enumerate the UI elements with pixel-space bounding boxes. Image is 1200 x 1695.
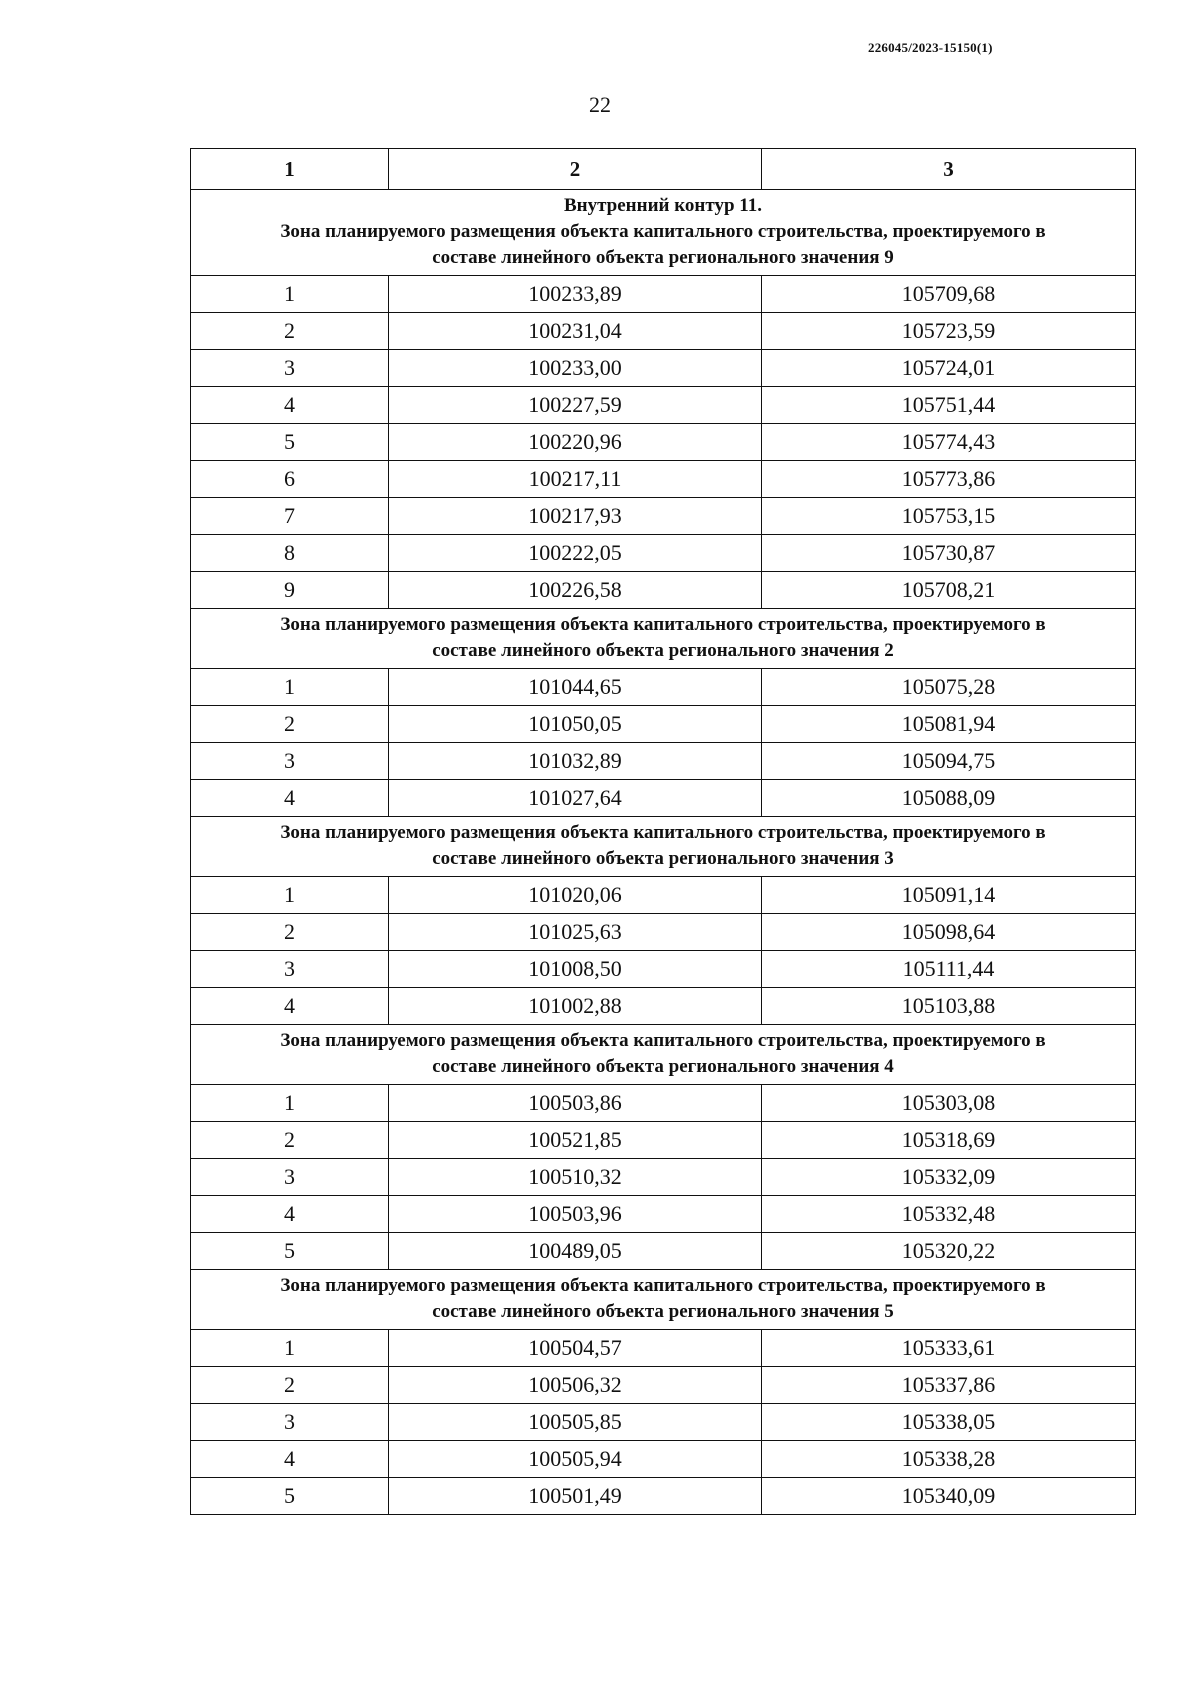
coordinates-table <box>190 148 1136 1515</box>
table-row <box>191 1478 1136 1515</box>
column-header-y: 3 <box>762 149 1136 190</box>
point-number-cell: 2 <box>191 1367 389 1404</box>
table-row <box>191 1122 1136 1159</box>
page-number: 22 <box>589 92 611 117</box>
coordinate-x-cell: 101002,88 <box>389 988 762 1025</box>
coordinate-x-cell: 100505,85 <box>389 1404 762 1441</box>
point-number-cell: 7 <box>191 498 389 535</box>
coordinate-x-cell: 101020,06 <box>389 877 762 914</box>
coordinate-y-cell: 105320,22 <box>762 1233 1136 1270</box>
section-title-row <box>191 1270 1136 1330</box>
point-number-cell: 3 <box>191 1404 389 1441</box>
point-number-cell: 1 <box>191 1330 389 1367</box>
section-title-row <box>191 817 1136 877</box>
table-row <box>191 706 1136 743</box>
coordinate-y-cell: 105730,87 <box>762 535 1136 572</box>
coordinate-y-cell: 105075,28 <box>762 669 1136 706</box>
table-row <box>191 1196 1136 1233</box>
section-title-row <box>191 609 1136 669</box>
point-number-cell: 4 <box>191 1441 389 1478</box>
coordinate-y-cell: 105338,05 <box>762 1404 1136 1441</box>
point-number-cell: 5 <box>191 424 389 461</box>
coordinate-x-cell: 100222,05 <box>389 535 762 572</box>
point-number-cell: 3 <box>191 350 389 387</box>
coordinate-y-cell: 105337,86 <box>762 1367 1136 1404</box>
column-header-x: 2 <box>389 149 762 190</box>
coordinate-y-cell: 105303,08 <box>762 1085 1136 1122</box>
point-number-cell: 9 <box>191 572 389 609</box>
section-title-line: составе линейного объекта регионального значения 4 <box>432 1056 894 1077</box>
point-number-cell: 1 <box>191 276 389 313</box>
coordinate-y-cell: 105318,69 <box>762 1122 1136 1159</box>
table-row <box>191 1085 1136 1122</box>
coordinate-x-cell: 100217,93 <box>389 498 762 535</box>
coordinate-x-cell: 100504,57 <box>389 1330 762 1367</box>
section-title <box>191 609 1136 669</box>
table-row <box>191 535 1136 572</box>
table-row <box>191 1330 1136 1367</box>
table-row <box>191 498 1136 535</box>
section-title <box>191 190 1136 276</box>
coordinate-x-cell: 100489,05 <box>389 1233 762 1270</box>
table-row <box>191 988 1136 1025</box>
section-title <box>191 1025 1136 1085</box>
point-number-cell: 1 <box>191 877 389 914</box>
table-row <box>191 313 1136 350</box>
table-row <box>191 572 1136 609</box>
column-header-point: 1 <box>191 149 389 190</box>
coordinate-x-cell: 101027,64 <box>389 780 762 817</box>
coordinate-x-cell: 100233,00 <box>389 350 762 387</box>
section-title-line: составе линейного объекта регионального значения 9 <box>432 247 894 268</box>
section-title-line: составе линейного объекта регионального значения 2 <box>432 640 894 661</box>
column-number-row <box>191 149 1136 190</box>
section-title-line: Внутренний контур 11. <box>564 195 762 216</box>
coordinate-x-cell: 100233,89 <box>389 276 762 313</box>
section-title-line: составе линейного объекта регионального значения 3 <box>432 848 894 869</box>
point-number-cell: 2 <box>191 706 389 743</box>
table-row <box>191 1404 1136 1441</box>
coordinate-x-cell: 100503,96 <box>389 1196 762 1233</box>
coordinate-x-cell: 100505,94 <box>389 1441 762 1478</box>
table-row <box>191 780 1136 817</box>
point-number-cell: 8 <box>191 535 389 572</box>
coordinate-x-cell: 101025,63 <box>389 914 762 951</box>
coordinate-x-cell: 100501,49 <box>389 1478 762 1515</box>
coordinate-x-cell: 100231,04 <box>389 313 762 350</box>
table-row <box>191 424 1136 461</box>
coordinate-y-cell: 105081,94 <box>762 706 1136 743</box>
coordinates-table-body <box>191 149 1136 1515</box>
coordinate-x-cell: 101050,05 <box>389 706 762 743</box>
coordinate-y-cell: 105332,48 <box>762 1196 1136 1233</box>
point-number-cell: 2 <box>191 1122 389 1159</box>
table-row <box>191 877 1136 914</box>
coordinate-x-cell: 100227,59 <box>389 387 762 424</box>
coordinate-y-cell: 105753,15 <box>762 498 1136 535</box>
coordinate-y-cell: 105338,28 <box>762 1441 1136 1478</box>
point-number-cell: 1 <box>191 1085 389 1122</box>
coordinate-y-cell: 105333,61 <box>762 1330 1136 1367</box>
point-number-cell: 4 <box>191 387 389 424</box>
coordinate-x-cell: 100506,32 <box>389 1367 762 1404</box>
point-number-cell: 3 <box>191 743 389 780</box>
point-number-cell: 6 <box>191 461 389 498</box>
coordinate-y-cell: 105709,68 <box>762 276 1136 313</box>
section-title-line: Зона планируемого размещения объекта капитального строительства, проектируемого в <box>280 614 1046 635</box>
coordinate-x-cell: 100510,32 <box>389 1159 762 1196</box>
table-row <box>191 1441 1136 1478</box>
coordinate-y-cell: 105751,44 <box>762 387 1136 424</box>
section-title-line: Зона планируемого размещения объекта капитального строительства, проектируемого в <box>280 822 1046 843</box>
point-number-cell: 4 <box>191 780 389 817</box>
coordinate-x-cell: 101008,50 <box>389 951 762 988</box>
table-row <box>191 914 1136 951</box>
point-number-cell: 3 <box>191 1159 389 1196</box>
document-id: 226045/2023-15150(1) <box>868 40 993 55</box>
table-row <box>191 1367 1136 1404</box>
coordinate-y-cell: 105111,44 <box>762 951 1136 988</box>
coordinate-y-cell: 105094,75 <box>762 743 1136 780</box>
coordinate-y-cell: 105088,09 <box>762 780 1136 817</box>
point-number-cell: 2 <box>191 313 389 350</box>
point-number-cell: 3 <box>191 951 389 988</box>
coordinate-y-cell: 105332,09 <box>762 1159 1136 1196</box>
table-row <box>191 461 1136 498</box>
point-number-cell: 5 <box>191 1233 389 1270</box>
coordinate-x-cell: 100217,11 <box>389 461 762 498</box>
coordinate-y-cell: 105773,86 <box>762 461 1136 498</box>
coordinate-x-cell: 101044,65 <box>389 669 762 706</box>
table-row <box>191 1233 1136 1270</box>
coordinate-y-cell: 105774,43 <box>762 424 1136 461</box>
section-title-line: составе линейного объекта регионального значения 5 <box>432 1301 894 1322</box>
table-row <box>191 350 1136 387</box>
point-number-cell: 1 <box>191 669 389 706</box>
table-row <box>191 743 1136 780</box>
section-title-line: Зона планируемого размещения объекта капитального строительства, проектируемого в <box>280 1030 1046 1051</box>
coordinate-y-cell: 105103,88 <box>762 988 1136 1025</box>
table-row <box>191 276 1136 313</box>
section-title-line: Зона планируемого размещения объекта капитального строительства, проектируемого в <box>280 1275 1046 1296</box>
section-title-row <box>191 190 1136 276</box>
coordinate-y-cell: 105098,64 <box>762 914 1136 951</box>
coordinate-y-cell: 105091,14 <box>762 877 1136 914</box>
table-row <box>191 387 1136 424</box>
coordinate-y-cell: 105723,59 <box>762 313 1136 350</box>
point-number-cell: 5 <box>191 1478 389 1515</box>
section-title-line: Зона планируемого размещения объекта капитального строительства, проектируемого в <box>280 221 1046 242</box>
coordinate-y-cell: 105340,09 <box>762 1478 1136 1515</box>
coordinate-x-cell: 101032,89 <box>389 743 762 780</box>
point-number-cell: 4 <box>191 1196 389 1233</box>
coordinate-x-cell: 100521,85 <box>389 1122 762 1159</box>
coordinate-x-cell: 100226,58 <box>389 572 762 609</box>
section-title <box>191 1270 1136 1330</box>
table-row <box>191 669 1136 706</box>
coordinate-x-cell: 100220,96 <box>389 424 762 461</box>
coordinate-y-cell: 105708,21 <box>762 572 1136 609</box>
section-title <box>191 817 1136 877</box>
table-row <box>191 1159 1136 1196</box>
point-number-cell: 2 <box>191 914 389 951</box>
point-number-cell: 4 <box>191 988 389 1025</box>
coordinate-y-cell: 105724,01 <box>762 350 1136 387</box>
coordinate-x-cell: 100503,86 <box>389 1085 762 1122</box>
table-row <box>191 951 1136 988</box>
section-title-row <box>191 1025 1136 1085</box>
